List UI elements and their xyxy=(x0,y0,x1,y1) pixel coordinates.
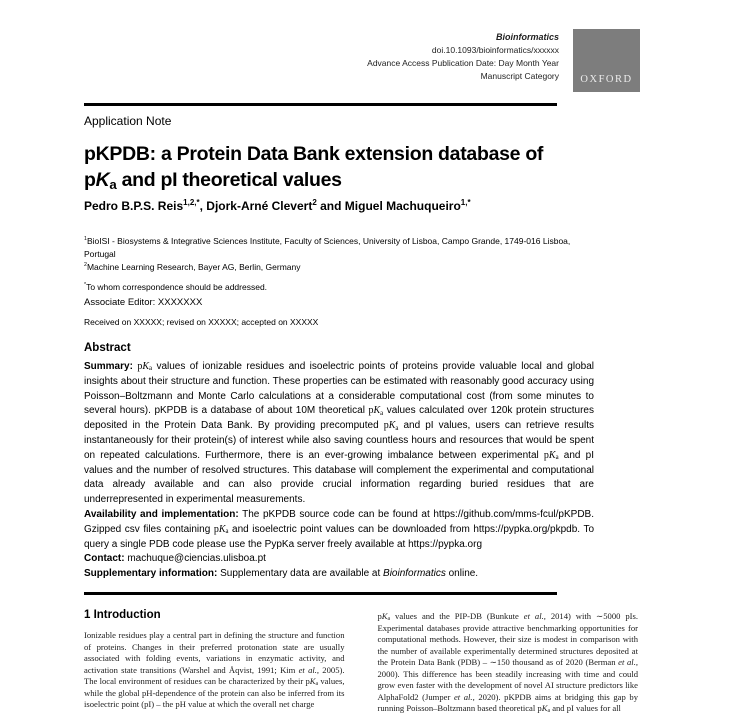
abstract-supplementary-text: Supplementary data are available at Bioinformatics online. xyxy=(220,568,479,580)
top-rule xyxy=(84,103,557,106)
abstract-summary-text: $pK_a$ values of ionizable residues and isoelectric points of proteins provide valuable local and global insights about their structure and function. These properties can be estimated with reasonably good accuracy using Poisson–Boltzmann and Monte Carlo calculations at a considerable computational cost (from some minutes to several hours). pKPDB is a database of about 10M theoretical $pK_a$ values calculated over 120k protein structures deposited in the Protein Data Bank. By providing precomputed $pK_a$ and pI values, users can retrieve results instantaneously for their protein(s) of interest while also saving countless hours and resources that would be spent on repeated calculations. Furthermore, there is an ever-growing imbalance between experimental $pK_a$ and pI values and the number of resolved structures. This database will complement the experimental and computational data already available and can also provide crucial information regarding buried residues that are underrepresented in experimental measurements. xyxy=(84,361,594,506)
abstract-availability-label: Availability and implementation: xyxy=(84,508,239,520)
doi-line: doi.10.1093/bioinformatics/xxxxxx xyxy=(431,45,559,55)
abstract-contact-label: Contact: xyxy=(84,553,125,565)
article-type-label: Application Note xyxy=(84,114,172,128)
manuscript-category-line: Manuscript Category xyxy=(480,71,559,81)
abstract-supplementary-label: Supplementary information: xyxy=(84,568,218,580)
left-column xyxy=(84,609,345,715)
journal-masthead xyxy=(84,29,640,92)
abstract-supplementary xyxy=(84,567,594,582)
abstract-heading: Abstract xyxy=(84,342,131,354)
affiliations-block xyxy=(84,235,600,274)
masthead-text-block xyxy=(367,29,559,83)
abstract-availability xyxy=(84,508,594,552)
abstract-availability-text: The pKPDB source code can be found at https://github.com/mms-fcul/pKPDB. Gzipped csv files containing $pK_a$ and isoelectric point values can be downloaded from https://pypka.org/pkpdb. To query a single PDB code please use the PypKa server freely available at https://pypka.org xyxy=(84,508,595,550)
two-column-body xyxy=(84,609,638,715)
affiliation-2: $^2$Machine Learning Research, Bayer AG, Berlin, Germany xyxy=(84,262,301,272)
abstract-body xyxy=(84,360,594,582)
introduction-heading: 1 Introduction xyxy=(84,609,161,621)
abstract-summary-label: Summary: xyxy=(84,361,133,372)
affiliation-1: $^1$BioISI - Biosystems & Integrative Sciences Institute, Faculty of Sciences, University of Lisboa, Campo Grande, 1749-016 Lisboa, Portugal xyxy=(84,236,571,259)
journal-name: Bioinformatics xyxy=(495,32,559,42)
right-column xyxy=(378,609,639,715)
paper-title: pKPDB: a Protein Data Bank extension database of $pK_a$ and pI theoretical values xyxy=(84,143,544,192)
introduction-paragraph-left: Ionizable residues play a central part in defining the structure and function of proteins. Changes in their preferred protonation state are usually associated with folding events, variations in enzymatic activity, and activation state transitions (Warshel and Åqvist, 1991; Kim et al., 2005). The local environment of residues can be characterized by their $pK_a$ values, while the global pH-dependence of the protein can also be inferred from its isoelectric point (pI) – the pH value at which the overall net charge xyxy=(84,630,345,709)
abstract-summary xyxy=(84,360,594,508)
abstract-contact-text: machuque@ciencias.ulisboa.pt xyxy=(127,553,266,565)
advance-access-line: Advance Access Publication Date: Day Month Year xyxy=(367,58,559,68)
history-line: Received on XXXXX; revised on XXXXX; accepted on XXXXX xyxy=(84,317,319,327)
abstract-divider-rule xyxy=(84,592,557,595)
introduction-paragraph-right: $pK_a$ values and the PIP-DB (Bunkute et al., 2014) with ∼5000 pIs. Experimental databases provide attractive benchmarking opportunities for computational methods. However, their size is modest in comparison with the number of available experimentally determined structures deposited at the Protein Data Bank (PDB) – ∼150 thousand as of 2020 (Berman et al., 2000). This difference has been steadily increasing with time and could grow even faster with the development of novel AI structure predictors like AlphaFold2 (Jumper et al., 2020). pKPDB aims at bridging this gap by running Poisson–Boltzmann based theoretical $pK_a$ and pI values for all xyxy=(377,611,638,715)
authors-line: Pedro B.P.S. Reis$^{1,2,*}$, Djork-Arné Clevert$^2$ and Miguel Machuqueiro$^{1,*}$ xyxy=(84,198,471,213)
associate-editor-line: Associate Editor: XXXXXXX xyxy=(84,297,203,308)
oxford-logo xyxy=(573,29,640,92)
oxford-logo-text: OXFORD xyxy=(580,74,633,85)
abstract-contact xyxy=(84,552,594,567)
correspondence-note: *To whom correspondence should be addressed. xyxy=(84,282,268,292)
